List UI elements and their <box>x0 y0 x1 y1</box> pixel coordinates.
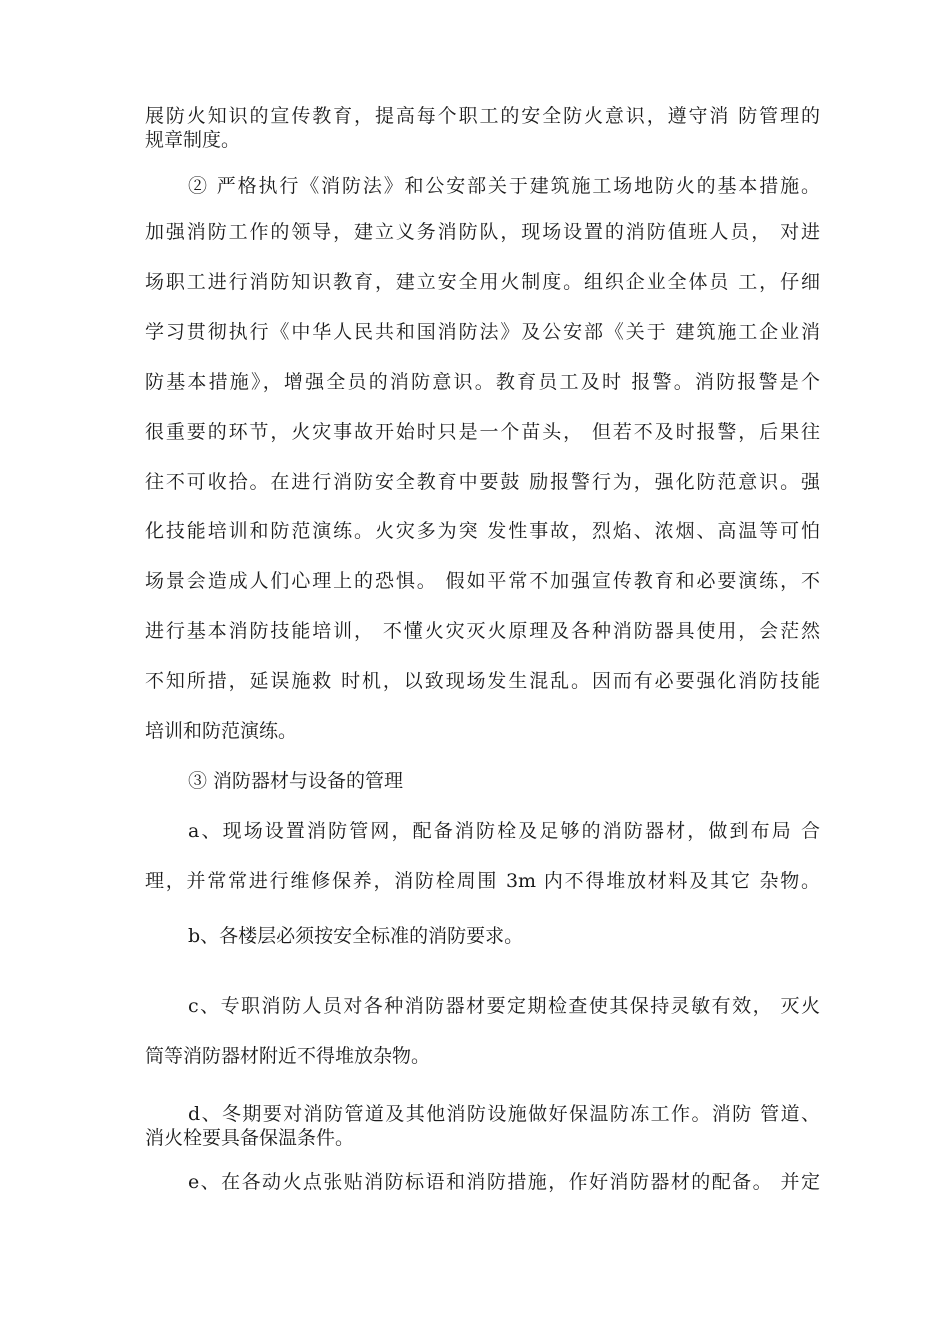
text-line: b、各楼层必须按安全标准的消防要求。 <box>188 925 524 947</box>
text-line: 筒等消防器材附近不得堆放杂物。 <box>145 1045 431 1067</box>
text-line: 消火栓要具备保温条件。 <box>145 1127 355 1149</box>
text-line: 往不可收拾。在进行消防安全教育中要鼓 励报警行为，强化防范意识。强 <box>145 471 820 493</box>
text-line: 进行基本消防技能培训， 不懂火灾灭火原理及各种消防器具使用，会茫然 <box>145 620 820 642</box>
text-line: c、专职消防人员对各种消防器材要定期检查使其保持灵敏有效， 灭火 <box>188 995 820 1017</box>
text-line: 加强消防工作的领导，建立义务消防队，现场设置的消防值班人员， 对进 <box>145 221 820 243</box>
text-line: 场景会造成人们心理上的恐惧。 假如平常不加强宣传教育和必要演练，不 <box>145 570 820 592</box>
text-line: e、在各动火点张贴消防标语和消防措施，作好消防器材的配备。 并定 <box>188 1171 820 1193</box>
text-line: d、冬期要对消防管道及其他消防设施做好保温防冻工作。消防 管道、 <box>188 1103 820 1125</box>
text-line: 不知所措，延误施救 时机，以致现场发生混乱。因而有必要强化消防技能 <box>145 670 820 692</box>
text-line: 很重要的环节，火灾事故开始时只是一个苗头， 但若不及时报警，后果往 <box>145 421 820 443</box>
text-line: ③ 消防器材与设备的管理 <box>188 770 404 792</box>
text-line: 场职工进行消防知识教育，建立安全用火制度。组织企业全体员 工，仔细 <box>145 271 820 293</box>
text-line: 化技能培训和防范演练。火灾多为突 发性事故，烈焰、浓烟、高温等可怕 <box>145 520 820 542</box>
text-line: 展防火知识的宣传教育，提高每个职工的安全防火意识，遵守消 防管理的 <box>145 105 820 127</box>
text-line: 学习贯彻执行《中华人民共和国消防法》及公安部《关于 建筑施工企业消 <box>145 321 820 343</box>
text-line: 防基本措施》，增强全员的消防意识。教育员工及时 报警。消防报警是个 <box>145 371 820 393</box>
text-line: 理，并常常进行维修保养，消防栓周围 3m 内不得堆放材料及其它 杂物。 <box>145 870 820 892</box>
text-line: 规章制度。 <box>145 129 241 151</box>
text-line: a、现场设置消防管网，配备消防栓及足够的消防器材，做到布局 合 <box>188 820 820 842</box>
text-line: ② 严格执行《消防法》和公安部关于建筑施工场地防火的基本措施。 <box>188 175 820 197</box>
text-line: 培训和防范演练。 <box>145 720 298 742</box>
